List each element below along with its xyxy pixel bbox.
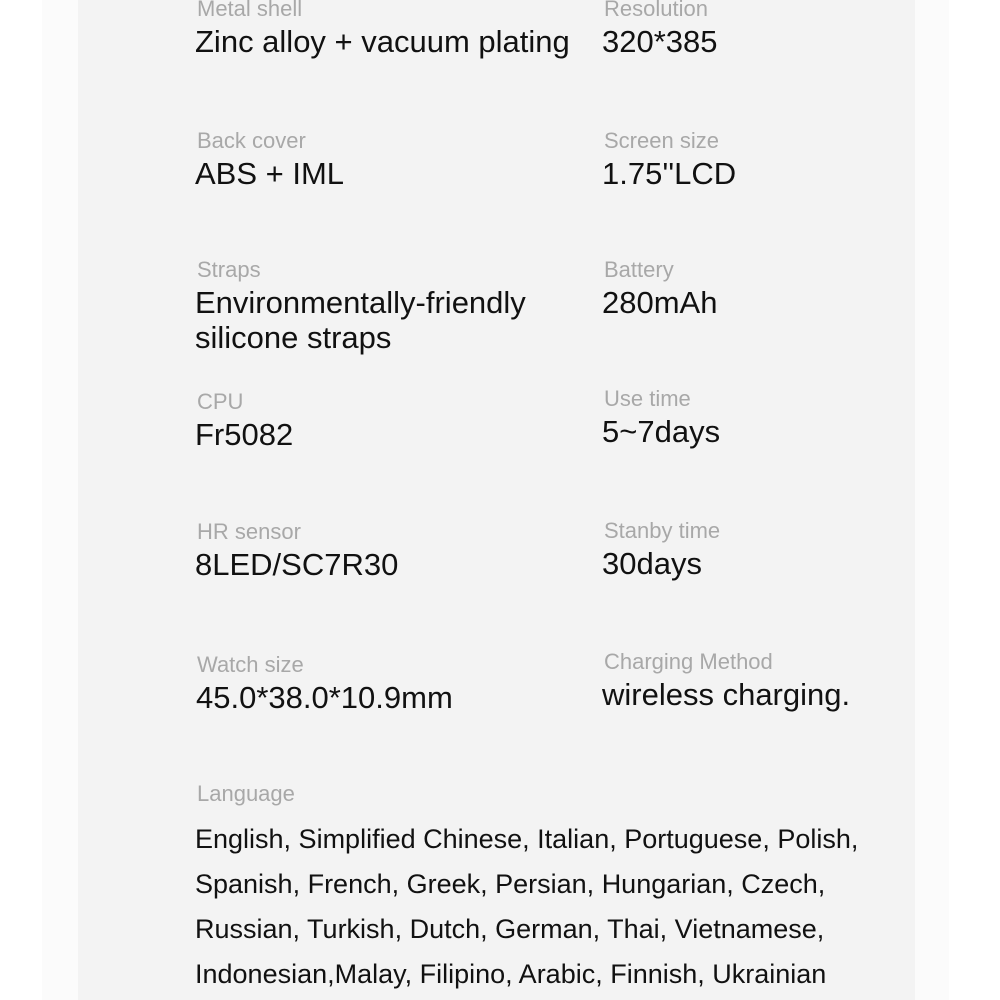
spec-hr-sensor [197,519,587,582]
spec-battery [604,257,904,320]
spec-resolution [604,0,904,59]
spec-value: 45.0*38.0*10.9mm [196,680,453,715]
spec-back-cover [197,128,587,191]
spec-value: 5~7days [602,414,721,449]
spec-standby-time [604,518,904,581]
spec-value: 8LED/SC7R30 [195,547,399,582]
spec-label: Use time [604,386,691,411]
spec-value: Environmentally-friendly silicone straps [195,285,526,355]
spec-watch-size [197,652,587,715]
spec-screen-size [604,128,904,191]
spec-label: Charging Method [604,649,773,674]
spec-label: Stanby time [604,518,721,543]
spec-label: Watch size [197,652,304,677]
spec-straps [197,257,557,355]
spec-value: ABS + IML [195,156,345,191]
language-list: English, Simplified Chinese, Italian, Portuguese, Polish, Spanish, French, Greek, Persian, Hungarian, Czech, Russian, Turkish, Dutch, German, Thai, Vietnamese, Indonesian,Malay, Filipino, Arabic, Finnish, Ukrainian [195,824,859,989]
spec-charging-method [604,649,904,712]
language-label: Language [197,781,295,806]
spec-value: 320*385 [602,24,718,59]
spec-use-time [604,386,904,449]
spec-label: Screen size [604,128,719,153]
spec-label: HR sensor [197,519,301,544]
spec-label: Straps [197,257,261,282]
spec-label: Back cover [197,128,306,153]
spec-value: Zinc alloy + vacuum plating [195,24,570,59]
spec-metal-shell [197,0,587,59]
spec-value: wireless charging. [602,677,851,712]
spec-value: 1.75''LCD [602,156,737,191]
spec-value: 30days [602,546,702,581]
spec-cpu [197,389,587,452]
spec-value: Fr5082 [195,417,294,452]
spec-label: Resolution [604,0,708,21]
spec-value: 280mAh [602,285,718,320]
spec-label: Metal shell [197,0,303,21]
spec-label: Battery [604,257,674,282]
spec-label: CPU [197,389,244,414]
